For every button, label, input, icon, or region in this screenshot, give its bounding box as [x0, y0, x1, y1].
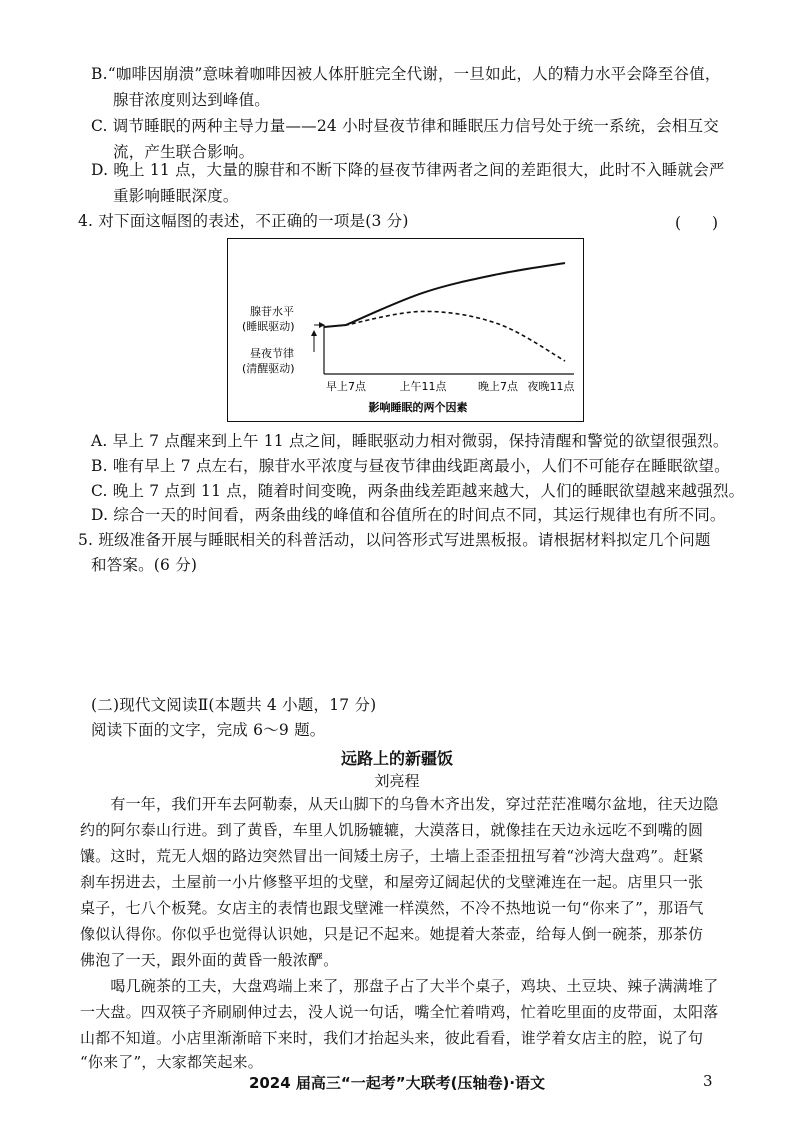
q3-option-d-line2: 重影响睡眠深度。 — [113, 187, 239, 205]
footer-title: 2024 届高三“一起考”大联考(压轴卷)·语文 — [248, 1074, 546, 1092]
passage-line: “你来了”，大家都笑起来。 — [80, 1053, 263, 1071]
section2-header: (二)现代文阅读Ⅱ(本题共 4 小题，17 分) — [91, 696, 377, 714]
adenosine-curve — [324, 263, 565, 327]
passage-line: 山都不知道。小店里渐渐暗下来时，我们才抬起头来，彼此看看，谁学着女店主的腔，说了句 — [80, 1029, 704, 1047]
passage-line: 喝几碗茶的工夫，大盘鸡端上来了，那盘子占了大半个桌子，鸡块、土豆块、辣子满满堆了 — [80, 977, 719, 995]
sleep-chart — [227, 238, 584, 422]
section2-instruction: 阅读下面的文字，完成 6～9 题。 — [91, 721, 326, 739]
x-tick-label: 晚上7点 — [478, 380, 518, 393]
series-sub-circadian: (清醒驱动) — [242, 362, 295, 375]
article-title: 远路上的新疆饭 — [340, 749, 453, 768]
series-label-circadian: 昼夜节律 — [250, 347, 294, 360]
q3-option-b-line2: 腺苷浓度则达到峰值。 — [113, 91, 271, 109]
x-tick-label: 早上7点 — [326, 380, 366, 393]
series-sub-adenosine: (睡眠驱动) — [242, 320, 295, 333]
sleep-chart-svg — [228, 239, 582, 420]
page-number: 3 — [703, 1072, 713, 1090]
q4-option-a: A. 早上 7 点醒来到上午 11 点之间，睡眠驱动力相对微弱，保持清醒和警觉的欲望很强烈。 — [91, 432, 729, 450]
passage-line: 桌子，七八个板凳。女店主的表情也跟戈壁滩一样漠然，不冷不热地说一句“你来了”，那语气 — [80, 899, 704, 917]
q4-option-d: D. 综合一天的时间看，两条曲线的峰值和谷值所在的时间点不同，其运行规律也有所不同。 — [91, 506, 726, 524]
series-label-adenosine: 腺苷水平 — [250, 305, 294, 318]
passage-line: 约的阿尔泰山行进。到了黄昏，车里人饥肠辘辘，大漠落日，就像挂在天边永远吃不到嘴的圆 — [80, 821, 704, 839]
passage-line: 佛泡了一天，跟外面的黄昏一般浓酽。 — [80, 951, 339, 969]
q4-stem: 4. 对下面这幅图的表述，不正确的一项是(3 分) — [78, 212, 409, 230]
q5-line1: 5. 班级准备开展与睡眠相关的科普活动，以问答形式写进黑板报。请根据材料拟定几个问题 — [78, 531, 711, 549]
q3-option-b-line1: B.“咖啡因崩溃”意味着咖啡因被人体肝脏完全代谢，一旦如此，人的精力水平会降至谷值， — [91, 65, 721, 83]
passage-line: 有一年，我们开车去阿勒泰，从天山脚下的乌鲁木齐出发，穿过茫茫准噶尔盆地，往天边隐 — [80, 795, 719, 813]
q5-line2: 和答案。(6 分) — [91, 556, 198, 574]
q4-option-c: C. 晚上 7 点到 11 点，随着时间变晚，两条曲线差距越来越大，人们的睡眠欲望越来越强烈。 — [91, 482, 745, 500]
article-author: 刘亮程 — [374, 772, 420, 790]
chart-title: 影响睡眠的两个因素 — [368, 401, 468, 414]
x-tick-label: 上午11点 — [399, 380, 447, 393]
passage-line: 像似认得你。你似乎也觉得认识她，只是记不起来。她提着大茶壶，给每人倒一碗茶，那茶仿 — [80, 925, 704, 943]
x-tick-label: 夜晚11点 — [527, 380, 575, 393]
passage-line: 刹车拐进去，土屋前一小片修整平坦的戈壁，和屋旁辽阔起伏的戈壁滩连在一起。店里只一张 — [80, 873, 704, 891]
q4-option-b: B. 唯有早上 7 点左右，腺苷水平浓度与昼夜节律曲线距离最小，人们不可能存在睡眠欲望。 — [91, 457, 730, 475]
q3-option-d-line1: D. 晚上 11 点，大量的腺苷和不断下降的昼夜节律两者之间的差距很大，此时不入睡就会严 — [91, 161, 725, 179]
passage-line: 馕。这时，荒无人烟的路边突然冒出一间矮土房子，土墙上歪歪扭扭写着“沙湾大盘鸡”。赶紧 — [80, 847, 704, 865]
answer-paren: ( ) — [675, 214, 719, 232]
q3-option-c-line1: C. 调节睡眠的两种主导力量——24 小时昼夜节律和睡眠压力信号处于统一系统，会相互交 — [91, 117, 719, 135]
passage-line: 一大盘。四双筷子齐刷刷伸过去，没人说一句话，嘴全忙着啃鸡，忙着吃里面的皮带面，太阳落 — [80, 1003, 719, 1021]
q3-option-c-line2: 流，产生联合影响。 — [113, 143, 255, 161]
